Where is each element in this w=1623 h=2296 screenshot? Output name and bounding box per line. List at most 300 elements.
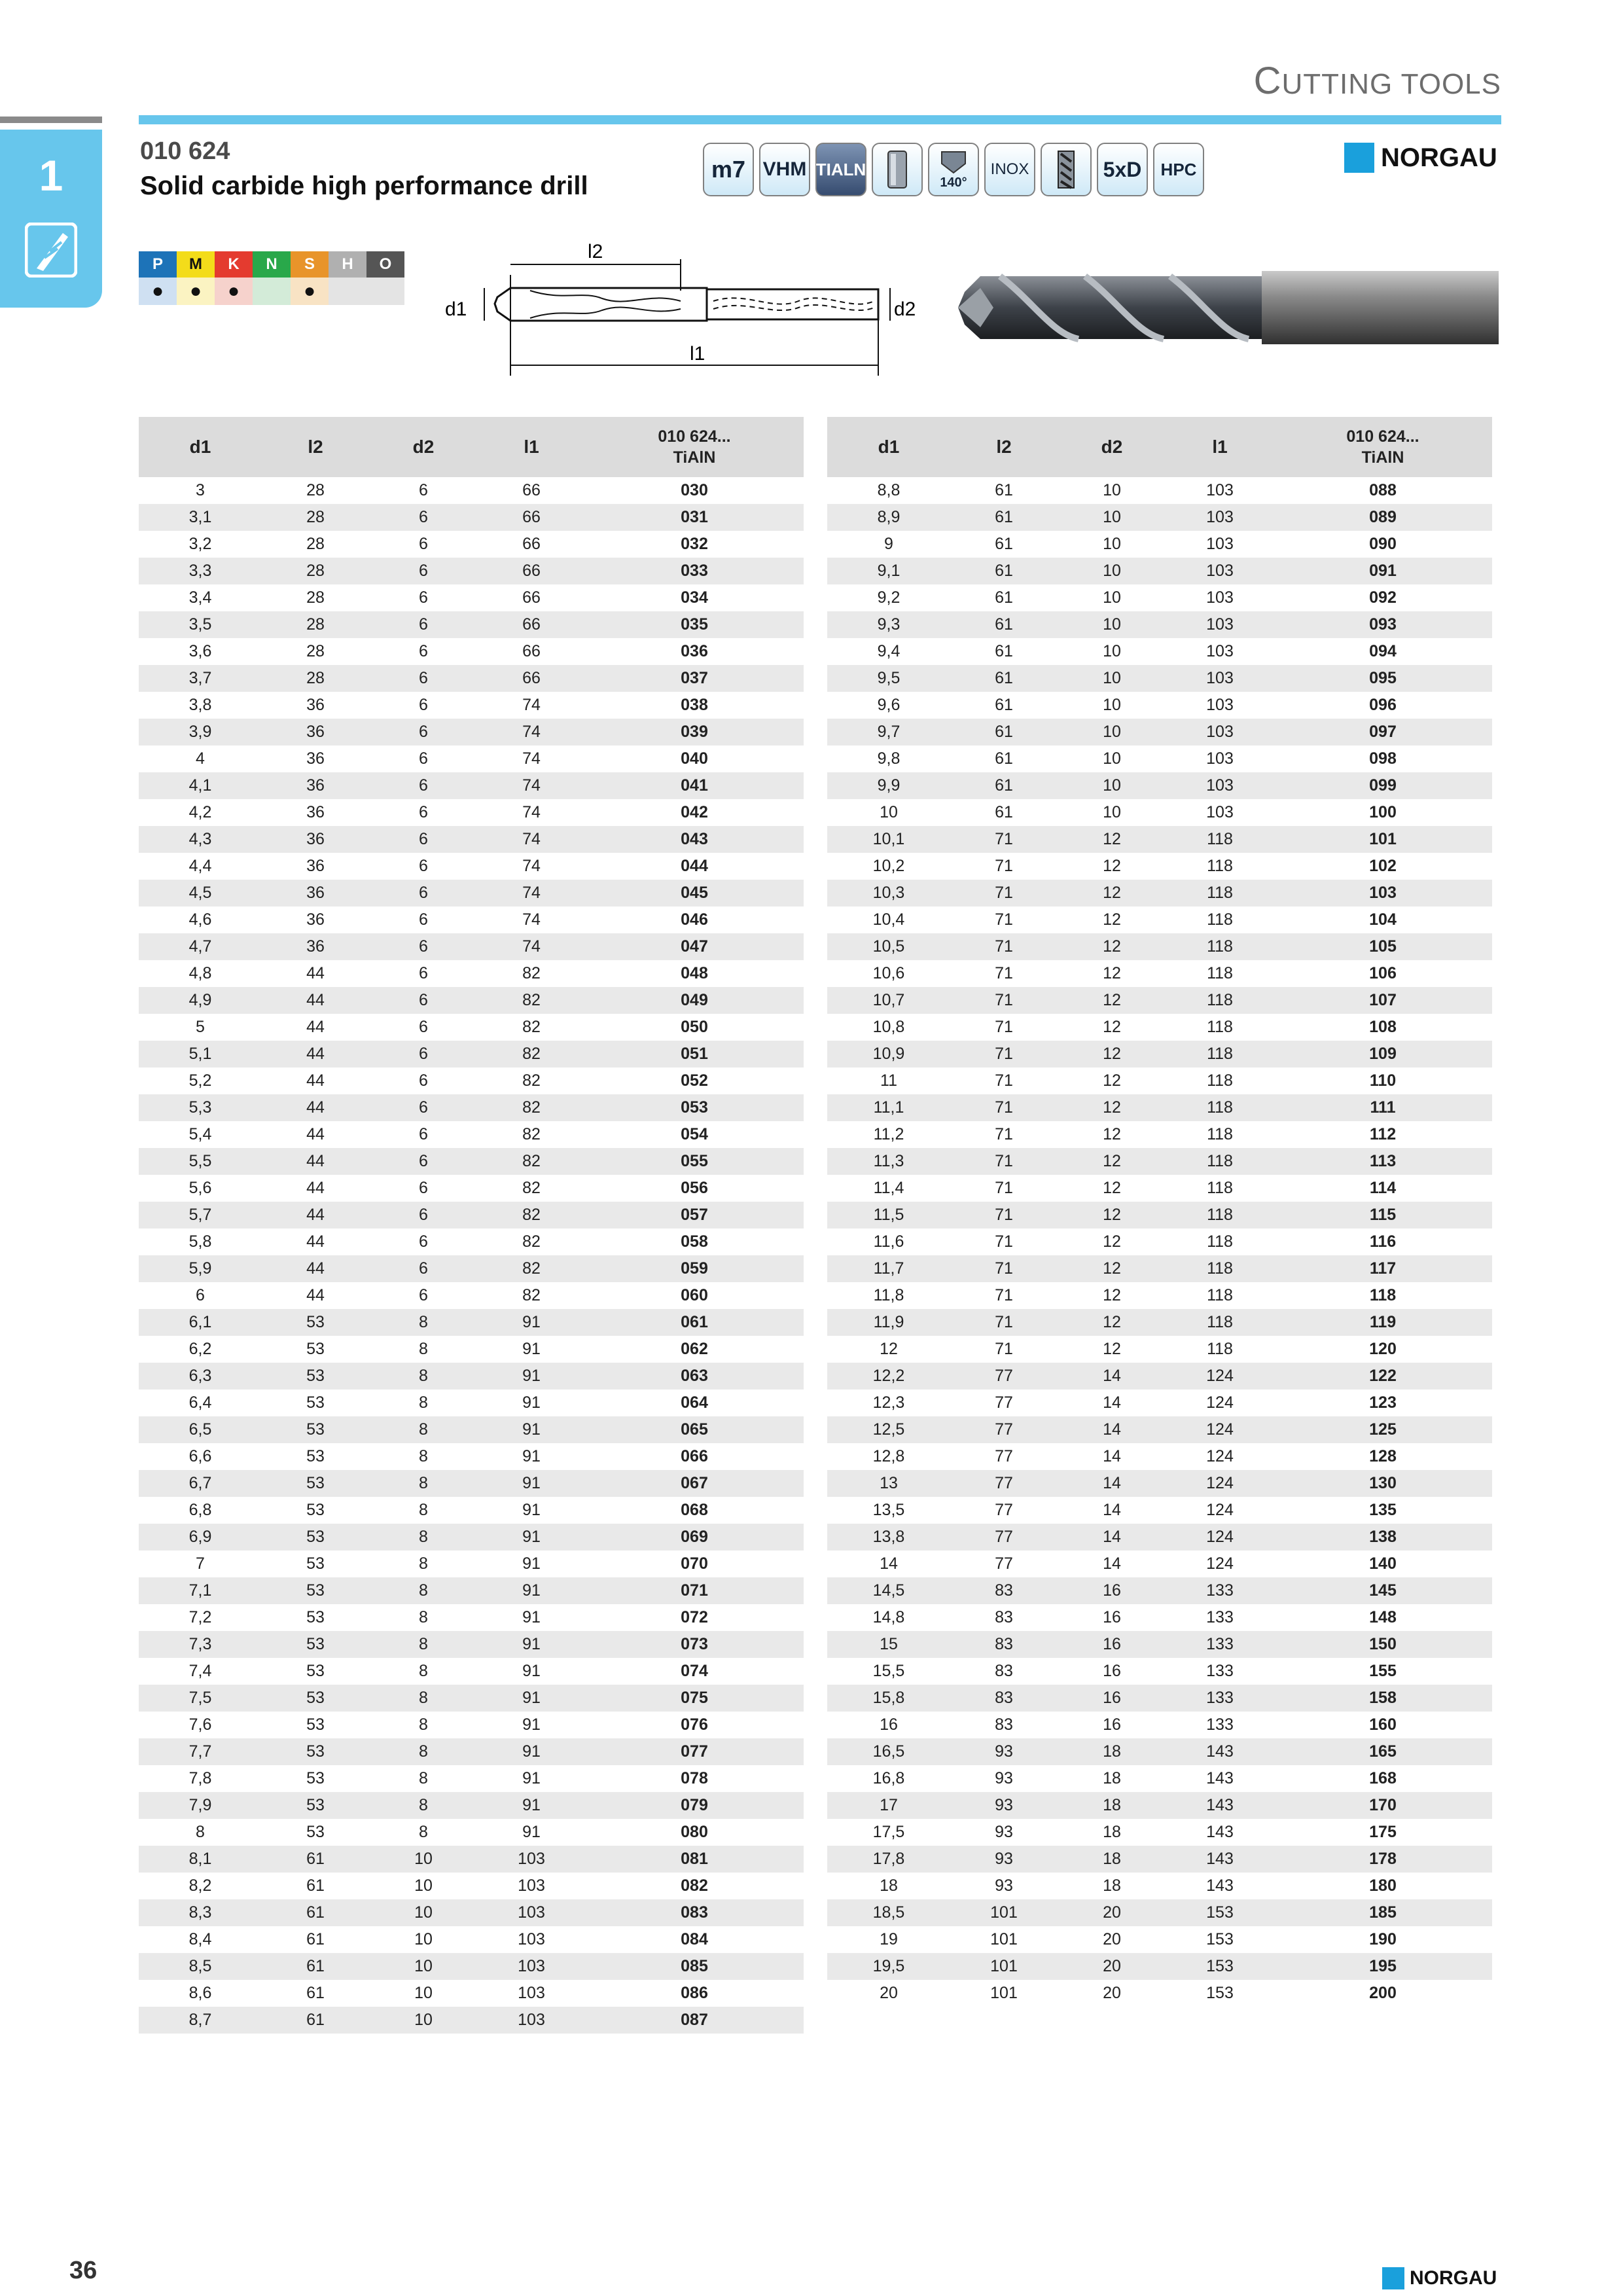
table-row [827, 1443, 1492, 1470]
cell-d2: 10 [369, 1846, 478, 1873]
cell-l2: 83 [995, 1662, 1013, 1680]
table-row [139, 2007, 804, 2034]
table-row [827, 987, 1492, 1014]
cell-d2: 14 [1103, 1554, 1121, 1573]
cell-l1: 82 [522, 964, 541, 982]
cell-l2: 28 [306, 642, 325, 660]
material-suitability-h [329, 278, 366, 305]
table-row [139, 1926, 804, 1953]
table-row [139, 504, 804, 531]
table-row [139, 772, 804, 799]
cell-order-code: 200 [1369, 1984, 1397, 2002]
cell-l1: 153 [1166, 1899, 1274, 1926]
cell-order-code: 091 [1274, 558, 1492, 584]
cell-l2: 83 [950, 1577, 1058, 1604]
cell-d1: 8,4 [188, 1930, 212, 1948]
cell-d2: 12 [1058, 987, 1166, 1014]
cell-order-code: 077 [585, 1738, 804, 1765]
cell-l1: 103 [1206, 642, 1234, 660]
cell-l1: 143 [1206, 1876, 1234, 1895]
cell-d2: 6 [369, 987, 478, 1014]
cell-l2: 53 [262, 1524, 369, 1551]
cell-order-code: 059 [585, 1255, 804, 1282]
cell-d1: 11,4 [873, 1179, 904, 1197]
cell-d1: 5,4 [188, 1125, 212, 1143]
cell-l2: 44 [306, 1071, 325, 1090]
cell-order-code: 116 [1369, 1232, 1397, 1251]
cell-l2: 61 [262, 1846, 369, 1873]
cell-l1: 133 [1166, 1577, 1274, 1604]
table-row [827, 1846, 1492, 1873]
cell-l1: 91 [522, 1393, 541, 1412]
cell-l2: 53 [306, 1608, 325, 1626]
cell-l2: 36 [262, 826, 369, 853]
cell-d1: 8,2 [188, 1876, 212, 1895]
cell-d2: 10 [1103, 803, 1121, 821]
table-row [139, 1980, 804, 2007]
cell-d1: 3,4 [188, 588, 212, 607]
cell-d1: 7,2 [188, 1608, 212, 1626]
cell-order-code: 138 [1274, 1524, 1492, 1551]
cell-d1: 6,7 [139, 1470, 262, 1497]
cell-d1: 3,3 [139, 558, 262, 584]
cell-order-code: 195 [1274, 1953, 1492, 1980]
header-d2: d2 [369, 417, 478, 477]
cell-d2: 14 [1103, 1501, 1121, 1519]
header-d2: d2 [1058, 417, 1166, 477]
table-row [827, 960, 1492, 987]
cell-order-code: 190 [1369, 1930, 1397, 1948]
table-row [827, 1524, 1492, 1551]
cell-d2: 10 [414, 1876, 433, 1895]
cell-d1: 6,6 [188, 1447, 212, 1465]
footer-brand-name: NORGAU [1410, 2267, 1497, 2289]
table-row [827, 638, 1492, 665]
cell-l1: 82 [522, 1125, 541, 1143]
table-row [827, 933, 1492, 960]
cell-d1: 9 [884, 535, 893, 553]
cell-d2: 12 [1103, 857, 1121, 875]
cell-order-code: 110 [1369, 1071, 1397, 1090]
cell-l1: 124 [1166, 1470, 1274, 1497]
table-row [139, 826, 804, 853]
table-row [139, 1470, 804, 1497]
cell-d2: 6 [419, 1125, 428, 1143]
cell-l1: 91 [478, 1363, 585, 1390]
table-row [827, 1416, 1492, 1443]
cell-d2: 12 [1103, 1125, 1121, 1143]
header-code-text: 010 624... [1346, 427, 1419, 446]
cell-d2: 12 [1058, 1148, 1166, 1175]
table-row [139, 906, 804, 933]
cell-d2: 18 [1058, 1738, 1166, 1765]
cell-l1: 103 [1206, 588, 1234, 607]
cell-d2: 6 [419, 803, 428, 821]
cell-l1: 66 [478, 665, 585, 692]
cell-d1: 11,6 [873, 1232, 904, 1251]
cell-l1: 153 [1206, 1984, 1234, 2002]
cell-l2: 61 [995, 481, 1013, 499]
cell-d1: 8,9 [827, 504, 950, 531]
cell-order-code: 071 [585, 1577, 804, 1604]
cell-d1: 15 [827, 1631, 950, 1658]
table-row [139, 1282, 804, 1309]
header-order-code [1274, 417, 1492, 477]
cell-d1: 7,7 [139, 1738, 262, 1765]
cell-d2: 6 [369, 1094, 478, 1121]
cell-l1: 74 [478, 880, 585, 906]
cell-l2: 71 [950, 1041, 1058, 1067]
cell-d1: 11,2 [873, 1125, 904, 1143]
cell-order-code: 128 [1369, 1447, 1397, 1465]
cell-l2: 71 [950, 1094, 1058, 1121]
cell-d1: 20 [880, 1984, 898, 2002]
section-title-rest: UTTING TOOLS [1281, 68, 1501, 100]
cell-l1: 91 [522, 1554, 541, 1573]
cell-order-code: 064 [681, 1393, 708, 1412]
header-l1: l1 [1166, 417, 1274, 477]
cell-d1: 4,9 [139, 987, 262, 1014]
table-row [139, 1899, 804, 1926]
l2-label: l2 [588, 241, 603, 262]
cell-l1: 91 [522, 1447, 541, 1465]
cell-d1: 5,1 [139, 1041, 262, 1067]
side-rule [0, 117, 102, 123]
cell-l2: 77 [995, 1393, 1013, 1412]
cell-l1: 66 [522, 481, 541, 499]
cell-order-code: 054 [681, 1125, 708, 1143]
cell-d1: 8,5 [139, 1953, 262, 1980]
cell-l2: 93 [950, 1792, 1058, 1819]
cell-d1: 12,5 [827, 1416, 950, 1443]
cell-d2: 8 [369, 1792, 478, 1819]
cell-d1: 8,3 [139, 1899, 262, 1926]
cell-l2: 53 [306, 1447, 325, 1465]
l1-label: l1 [690, 343, 705, 365]
cell-l1: 103 [518, 1930, 545, 1948]
cell-d1: 7,4 [188, 1662, 212, 1680]
cell-l1: 91 [478, 1524, 585, 1551]
table-row [139, 1712, 804, 1738]
table-row [139, 584, 804, 611]
cell-order-code: 040 [681, 749, 708, 768]
cell-order-code: 145 [1274, 1577, 1492, 1604]
cell-order-code: 034 [681, 588, 708, 607]
table-row [139, 1819, 804, 1846]
table-row [139, 1577, 804, 1604]
material-vhm-badge: VHM [759, 143, 810, 196]
cell-l1: 118 [1207, 1340, 1233, 1358]
header-coating-text: TiAlN [673, 448, 716, 467]
table-row [827, 558, 1492, 584]
cell-order-code: 076 [681, 1715, 708, 1734]
cell-order-code: 094 [1369, 642, 1397, 660]
table-row [827, 1685, 1492, 1712]
cell-d2: 6 [369, 1148, 478, 1175]
cell-l1: 82 [522, 1232, 541, 1251]
cell-order-code: 123 [1369, 1393, 1397, 1412]
cell-d2: 10 [1058, 719, 1166, 745]
header-d1: d1 [827, 417, 950, 477]
cell-l2: 77 [995, 1554, 1013, 1573]
d2-label: d2 [894, 298, 916, 320]
cell-l2: 28 [306, 481, 325, 499]
cell-order-code: 168 [1369, 1769, 1397, 1787]
table-row [827, 1953, 1492, 1980]
cell-l2: 53 [262, 1685, 369, 1712]
cell-l1: 91 [522, 1340, 541, 1358]
cell-order-code: 125 [1274, 1416, 1492, 1443]
material-group-s: S [291, 251, 329, 278]
brand-name: NORGAU [1381, 143, 1497, 172]
cell-d1: 5,9 [139, 1255, 262, 1282]
cell-order-code: 031 [585, 504, 804, 531]
cell-d2: 8 [419, 1769, 428, 1787]
cell-order-code: 093 [1274, 611, 1492, 638]
table-row [139, 1497, 804, 1524]
cell-d2: 16 [1058, 1577, 1166, 1604]
cell-l2: 83 [995, 1715, 1013, 1734]
cell-d1: 5,7 [139, 1202, 262, 1229]
cell-order-code: 100 [1369, 803, 1397, 821]
table-row [827, 1980, 1492, 2007]
cell-d2: 10 [1103, 696, 1121, 714]
cell-d2: 16 [1103, 1715, 1121, 1734]
cell-d2: 6 [419, 1179, 428, 1197]
cell-l2: 77 [995, 1447, 1013, 1465]
cell-d2: 18 [1058, 1792, 1166, 1819]
cell-d2: 12 [1058, 826, 1166, 853]
cell-l2: 77 [950, 1524, 1058, 1551]
cell-d1: 4,1 [139, 772, 262, 799]
cell-d2: 6 [369, 504, 478, 531]
cell-order-code: 088 [1369, 481, 1397, 499]
cell-l1: 74 [522, 857, 541, 875]
drill-icon [25, 223, 77, 278]
cell-l2: 93 [995, 1823, 1013, 1841]
cell-l1: 103 [1206, 803, 1234, 821]
cell-d2: 6 [369, 826, 478, 853]
cell-d2: 12 [1058, 1309, 1166, 1336]
cell-l2: 61 [306, 1930, 325, 1948]
cell-l1: 74 [522, 910, 541, 929]
cell-order-code: 185 [1274, 1899, 1492, 1926]
table-row [827, 1282, 1492, 1309]
cell-l2: 101 [990, 1930, 1018, 1948]
cell-order-code: 062 [681, 1340, 708, 1358]
cell-order-code: 160 [1369, 1715, 1397, 1734]
table-row [139, 1524, 804, 1551]
table-row [827, 1899, 1492, 1926]
cell-l2: 83 [950, 1685, 1058, 1712]
table-row [827, 1363, 1492, 1390]
cell-order-code: 060 [681, 1286, 708, 1304]
cell-d2: 12 [1103, 964, 1121, 982]
cell-d1: 3,2 [188, 535, 212, 553]
table-row [139, 1846, 804, 1873]
cell-d1: 9,4 [877, 642, 901, 660]
cell-l1: 143 [1206, 1769, 1234, 1787]
cell-l2: 36 [306, 857, 325, 875]
cell-l2: 44 [306, 1232, 325, 1251]
cell-l1: 133 [1206, 1715, 1234, 1734]
cell-d1: 9,1 [827, 558, 950, 584]
cell-l2: 28 [306, 588, 325, 607]
cell-l2: 93 [995, 1876, 1013, 1895]
cell-l1: 118 [1207, 1179, 1233, 1197]
cell-order-code: 080 [681, 1823, 708, 1841]
cell-d1: 10 [880, 803, 898, 821]
cell-d1: 4 [196, 749, 205, 768]
cell-d1: 9,2 [877, 588, 901, 607]
cell-d1: 11,3 [827, 1148, 950, 1175]
cell-l1: 103 [518, 1876, 545, 1895]
cell-l1: 74 [478, 826, 585, 853]
table-row [139, 1604, 804, 1631]
cell-l1: 82 [478, 1255, 585, 1282]
header-l1: l1 [478, 417, 585, 477]
cell-l1: 82 [478, 1202, 585, 1229]
table-row [139, 1255, 804, 1282]
cell-l2: 44 [262, 1148, 369, 1175]
cell-l2: 36 [306, 803, 325, 821]
table-row [827, 1470, 1492, 1497]
cell-d2: 6 [419, 857, 428, 875]
table-row [139, 665, 804, 692]
footer-brand-logo [1382, 2267, 1497, 2289]
cell-d2: 14 [1058, 1363, 1166, 1390]
cell-l2: 61 [995, 749, 1013, 768]
table-row [827, 1631, 1492, 1658]
cell-l1: 118 [1207, 910, 1233, 929]
cell-d1: 5 [196, 1018, 205, 1036]
dimension-table-right [827, 417, 1492, 2007]
cell-l1: 118 [1166, 1041, 1274, 1067]
cell-d1: 8,7 [139, 2007, 262, 2034]
cell-d2: 12 [1103, 1232, 1121, 1251]
cell-d1: 10,9 [827, 1041, 950, 1067]
cell-l1: 103 [1206, 749, 1234, 768]
table-row [827, 1497, 1492, 1524]
material-group-p: P [139, 251, 177, 278]
cell-d2: 16 [1103, 1608, 1121, 1626]
cell-order-code: 175 [1369, 1823, 1397, 1841]
table-row [139, 987, 804, 1014]
cell-l1: 91 [478, 1738, 585, 1765]
cell-l1: 118 [1207, 964, 1233, 982]
cell-d2: 12 [1103, 1179, 1121, 1197]
cell-l1: 82 [478, 987, 585, 1014]
cell-d1: 10,5 [827, 933, 950, 960]
cell-d2: 10 [1058, 558, 1166, 584]
table-row [827, 611, 1492, 638]
cell-d2: 8 [369, 1363, 478, 1390]
cell-d2: 12 [1058, 1094, 1166, 1121]
cell-d2: 12 [1103, 1018, 1121, 1036]
table-row [827, 1094, 1492, 1121]
table-row [827, 1121, 1492, 1148]
cell-d1: 5,6 [188, 1179, 212, 1197]
cell-order-code: 048 [681, 964, 708, 982]
cell-d2: 14 [1103, 1393, 1121, 1412]
cell-l2: 101 [950, 1899, 1058, 1926]
cell-order-code: 178 [1274, 1846, 1492, 1873]
footer-brand-square-icon [1382, 2267, 1404, 2289]
cell-d1: 6,4 [188, 1393, 212, 1412]
cell-d1: 7,8 [188, 1769, 212, 1787]
cylindrical-shank-icon [872, 143, 923, 196]
cell-d2: 18 [1103, 1769, 1121, 1787]
table-row [139, 1067, 804, 1094]
section-title [1254, 59, 1501, 103]
table-row [827, 1819, 1492, 1846]
material-group-m: M [177, 251, 215, 278]
header-d1: d1 [139, 417, 262, 477]
table-row [139, 1014, 804, 1041]
cell-l1: 118 [1207, 1018, 1233, 1036]
cell-l2: 71 [950, 933, 1058, 960]
cell-l2: 71 [950, 826, 1058, 853]
table-row [827, 772, 1492, 799]
cell-d1: 9,6 [877, 696, 901, 714]
cell-l2: 44 [262, 1094, 369, 1121]
cell-order-code: 030 [681, 481, 708, 499]
cell-d2: 6 [369, 772, 478, 799]
cell-order-code: 085 [585, 1953, 804, 1980]
cell-l2: 53 [306, 1501, 325, 1519]
cell-d2: 10 [1058, 611, 1166, 638]
table-row [827, 1658, 1492, 1685]
cell-order-code: 065 [585, 1416, 804, 1443]
cell-order-code: 122 [1274, 1363, 1492, 1390]
table-row [827, 1577, 1492, 1604]
cell-order-code: 042 [681, 803, 708, 821]
cell-d1: 9,7 [827, 719, 950, 745]
cell-l1: 66 [478, 504, 585, 531]
table-row [827, 1041, 1492, 1067]
cell-d1: 12,2 [827, 1363, 950, 1390]
cell-l2: 44 [262, 987, 369, 1014]
table-row [827, 745, 1492, 772]
cell-d2: 12 [1058, 933, 1166, 960]
cell-l2: 36 [306, 910, 325, 929]
brand-logo [1344, 143, 1497, 173]
cell-d1: 12,8 [872, 1447, 905, 1465]
cell-d2: 20 [1103, 1984, 1121, 2002]
cell-d2: 10 [369, 1899, 478, 1926]
cell-l1: 143 [1166, 1738, 1274, 1765]
cell-l2: 83 [950, 1631, 1058, 1658]
cell-l2: 53 [306, 1393, 325, 1412]
cell-d1: 13,5 [872, 1501, 905, 1519]
cell-l2: 71 [995, 1340, 1013, 1358]
cell-order-code: 089 [1274, 504, 1492, 531]
cell-order-code: 070 [681, 1554, 708, 1573]
cell-l1: 82 [522, 1071, 541, 1090]
cell-l1: 143 [1166, 1846, 1274, 1873]
cell-l1: 153 [1206, 1930, 1234, 1948]
table-row [827, 1148, 1492, 1175]
cell-d2: 6 [419, 696, 428, 714]
cell-l2: 71 [950, 987, 1058, 1014]
cell-d1: 10,6 [872, 964, 905, 982]
cell-d1: 9,8 [877, 749, 901, 768]
table-row [827, 1390, 1492, 1416]
cell-l2: 71 [950, 1202, 1058, 1229]
cell-l1: 103 [1206, 481, 1234, 499]
cell-d1: 11,1 [827, 1094, 950, 1121]
header-code-text: 010 624... [658, 427, 731, 446]
